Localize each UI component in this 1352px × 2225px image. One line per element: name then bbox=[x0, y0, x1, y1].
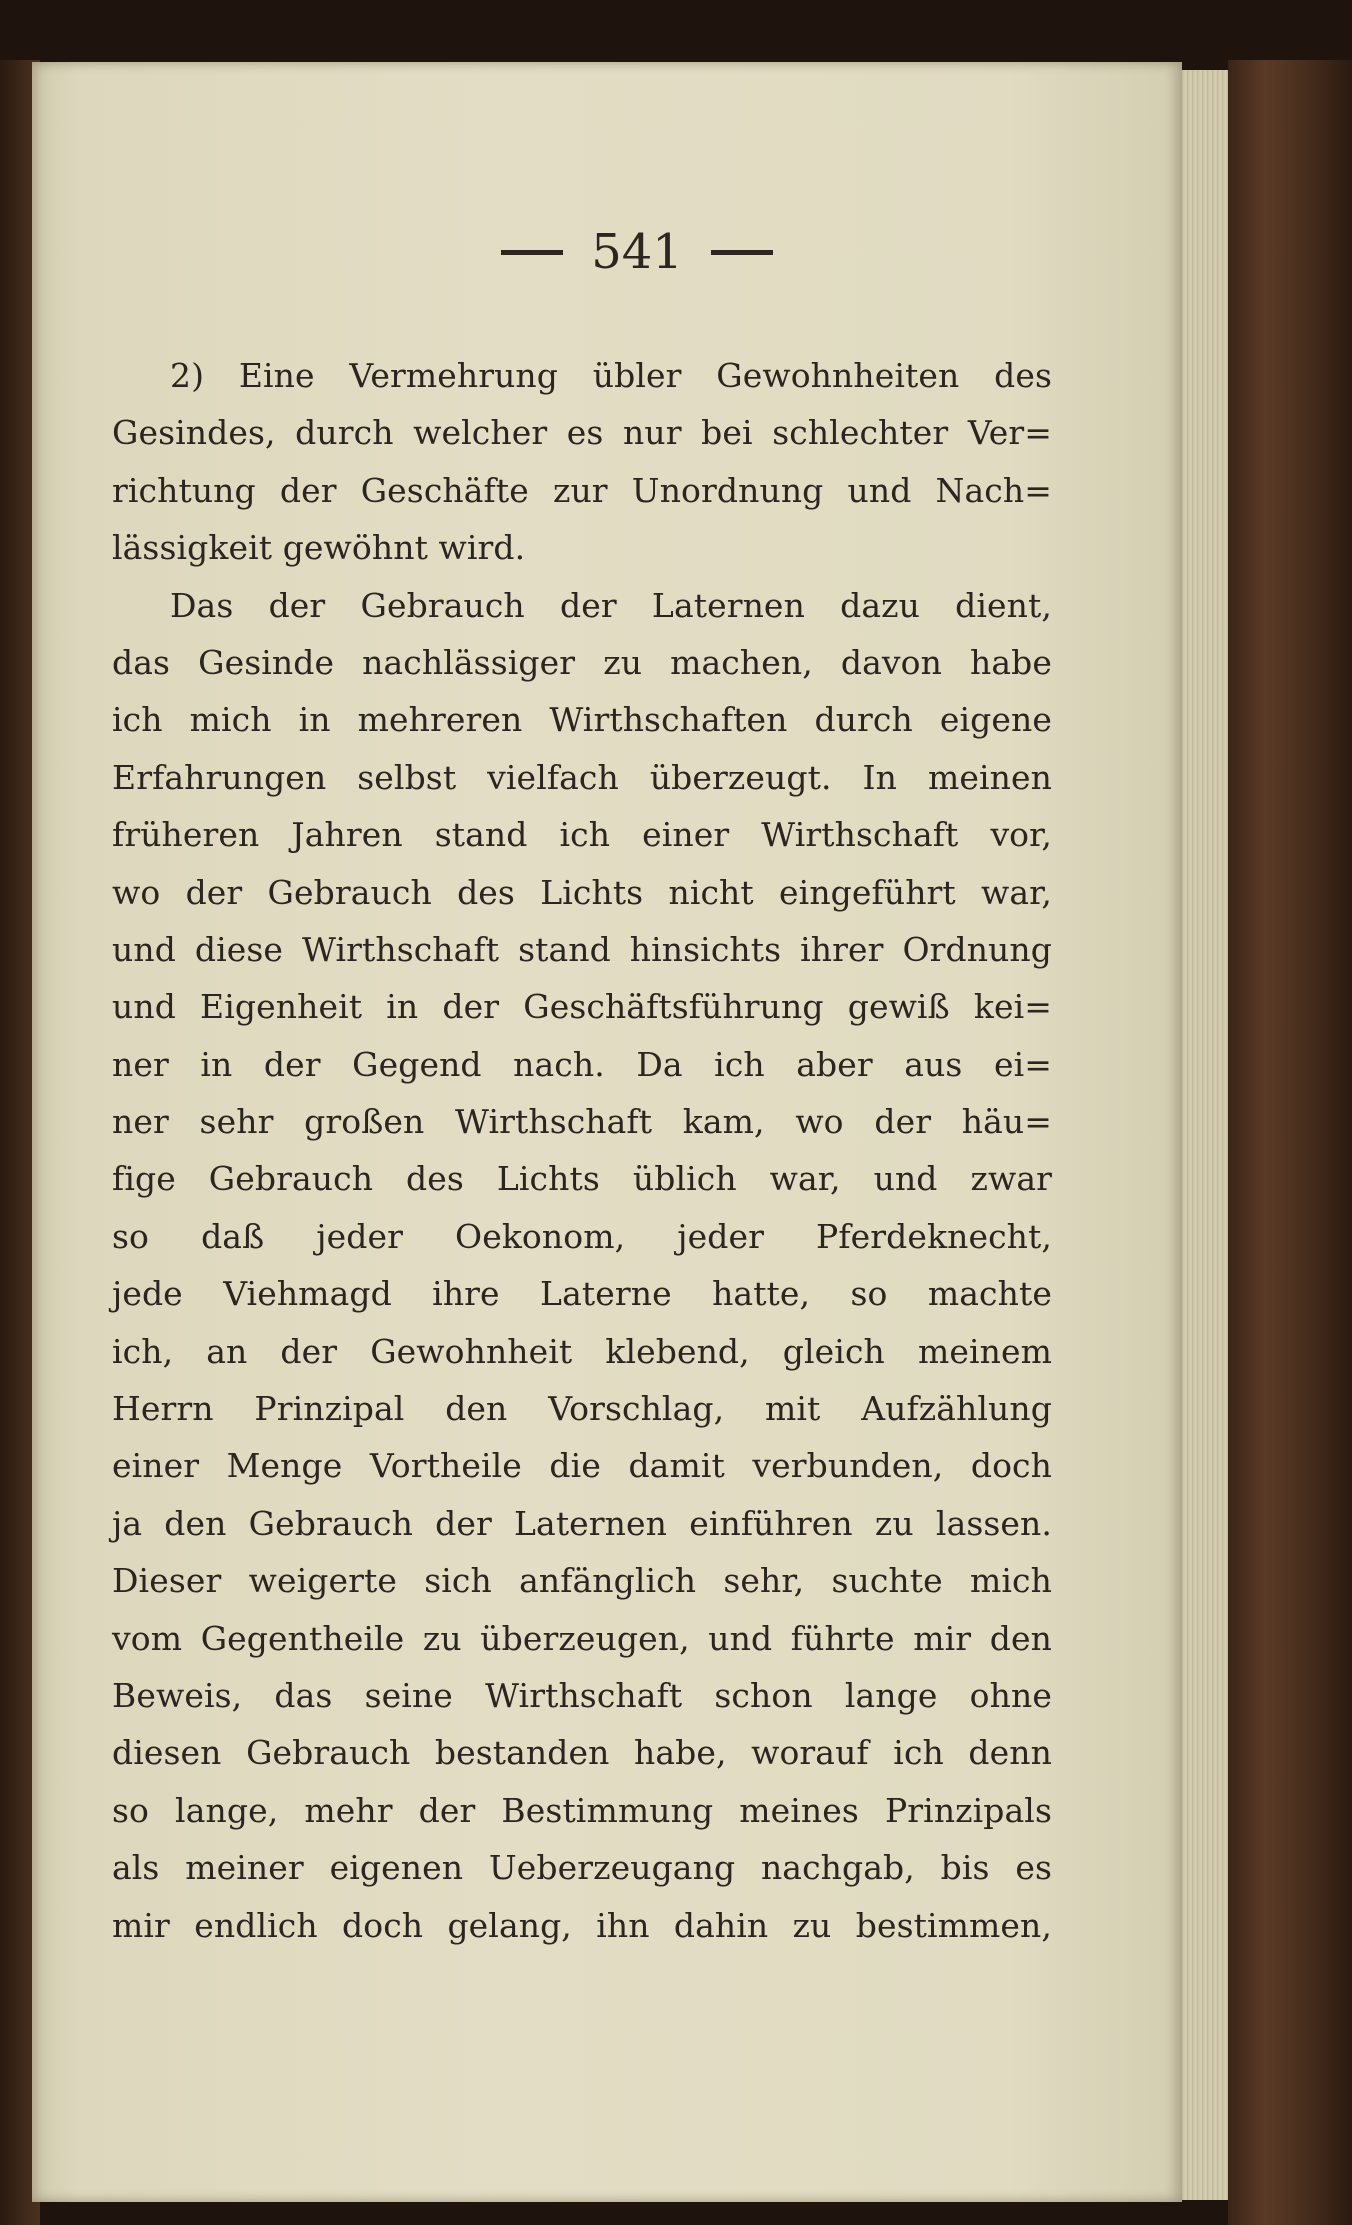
text-line: Beweis, das seine Wirthschaft schon lange ohne bbox=[112, 1675, 1052, 1715]
text-line: und Eigenheit in der Geschäftsführung gewiß kei= bbox=[112, 987, 1052, 1027]
text-line: so daß jeder Oekonom, jeder Pferdeknecht, bbox=[112, 1216, 1052, 1256]
header-dash-right bbox=[711, 250, 773, 255]
text-line: richtung der Geschäfte zur Unordnung und Nach= bbox=[112, 470, 1052, 510]
text-line: ja den Gebrauch der Laternen einführen zu lassen. bbox=[112, 1503, 1052, 1543]
text-line: ich, an der Gewohnheit klebend, gleich meinem bbox=[112, 1331, 1052, 1371]
text-line: jede Viehmagd ihre Laterne hatte, so machte bbox=[112, 1274, 1052, 1314]
text-line: wo der Gebrauch des Lichts nicht eingeführt war, bbox=[112, 872, 1052, 912]
text-line: Herrn Prinzipal den Vorschlag, mit Aufzählung bbox=[112, 1389, 1052, 1429]
text-line: ner sehr großen Wirthschaft kam, wo der häu= bbox=[112, 1102, 1052, 1142]
text-line: als meiner eigenen Ueberzeugang nachgab, bis es bbox=[112, 1848, 1052, 1888]
text-line: früheren Jahren stand ich einer Wirthschaft vor, bbox=[112, 815, 1052, 855]
text-line: so lange, mehr der Bestimmung meines Prinzipals bbox=[112, 1790, 1052, 1830]
page-header bbox=[32, 212, 1182, 292]
book-cover-right bbox=[1228, 60, 1352, 2225]
text-line: mir endlich doch gelang, ihn dahin zu bestimmen, bbox=[112, 1905, 1052, 1945]
text-line: fige Gebrauch des Lichts üblich war, und zwar bbox=[112, 1159, 1052, 1199]
text-line: Erfahrungen selbst vielfach überzeugt. In meinen bbox=[112, 757, 1052, 797]
header-dash-left bbox=[501, 250, 563, 255]
page-number: 541 bbox=[591, 224, 683, 280]
text-line: Dieser weigerte sich anfänglich sehr, suchte mich bbox=[112, 1561, 1052, 1601]
text-line: Das der Gebrauch der Laternen dazu dient, bbox=[170, 585, 1052, 625]
text-line: Gesindes, durch welcher es nur bei schlechter Ver= bbox=[112, 413, 1052, 453]
text-line: lässigkeit gewöhnt wird. bbox=[112, 528, 526, 568]
text-line: diesen Gebrauch bestanden habe, worauf ich denn bbox=[112, 1733, 1052, 1773]
book-page bbox=[32, 62, 1182, 2202]
text-line: das Gesinde nachlässiger zu machen, davon habe bbox=[112, 642, 1052, 682]
text-line: und diese Wirthschaft stand hinsichts ihrer Ordnung bbox=[112, 929, 1052, 969]
text-line: 2) Eine Vermehrung übler Gewohnheiten des bbox=[170, 356, 1052, 395]
body-text bbox=[112, 347, 1052, 1954]
text-line: ich mich in mehreren Wirthschaften durch eigene bbox=[112, 700, 1052, 740]
text-line: einer Menge Vortheile die damit verbunden, doch bbox=[112, 1446, 1052, 1486]
text-line: ner in der Gegend nach. Da ich aber aus ei= bbox=[112, 1044, 1052, 1084]
text-line: vom Gegentheile zu überzeugen, und führte mir den bbox=[112, 1618, 1052, 1658]
